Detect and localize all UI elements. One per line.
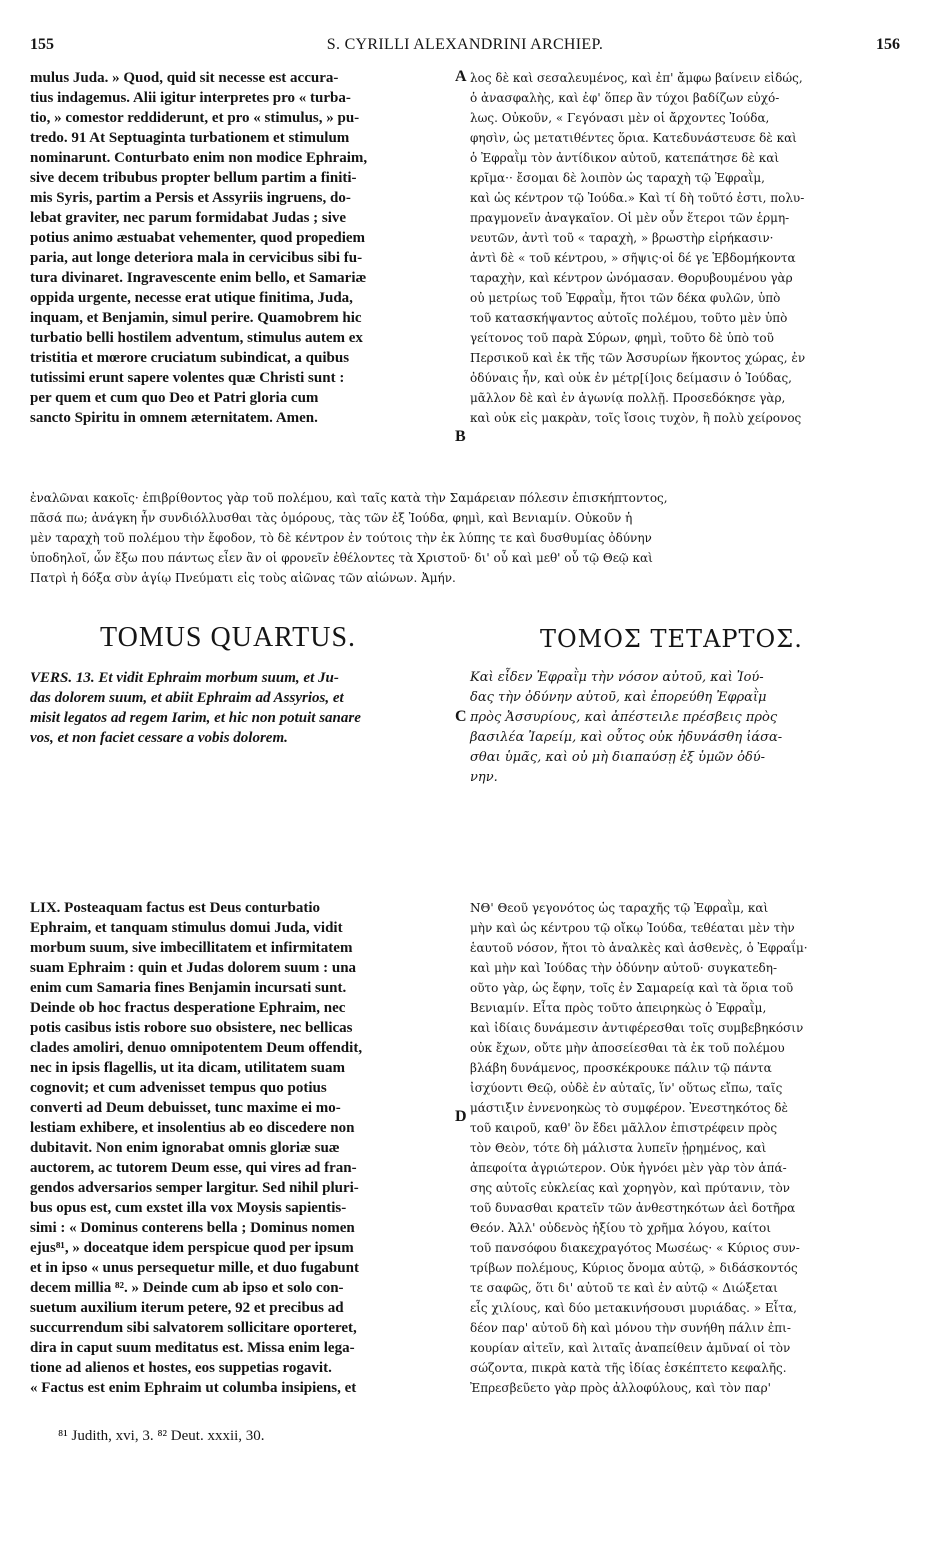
margin-letter-b: B [455,428,466,445]
greek-line: σης αὐτοῖς εὐκλείας καὶ χορηγὸν, καὶ πρύτανιν, τὸν [470,1181,790,1195]
greek-column-body [470,898,900,1398]
latin-line: potius animo æstuabat vehementer, quod propediem [30,230,366,246]
latin-line: morbum suum, sive imbecillitatem et infirmitatem [30,940,353,956]
latin-line: et in ipso « unus persequetur mille, et duo fugabunt [30,1260,359,1276]
latin-line: mis Syris, partim a Persis et Assyriis ingruens, do- [30,190,351,206]
margin-letter-a: A [455,68,467,85]
greek-line: γείτονος τοῦ παρὰ Σύρων, φημὶ, τοῦτο δὲ ὑπὸ τοῦ [470,331,774,345]
greek-line: ΝΘ' Θεοῦ γεγονότος ὡς ταραχῆς τῷ Ἐφραῒμ, καὶ [470,901,769,915]
greek-line: σώζοντα, πικρὰ κατὰ τῆς ἰδίας ἐσκέπτετο κεφαλῆς. [470,1361,787,1375]
greek-wide-line: πᾶσά πω; ἀνάγκη ἦν συνδιόλλυσθαι τὰς ὁμόρους, τὰς τῶν ἐξ Ἰούδα, φημὶ, καὶ Βενιαμίν. Οὐκοῦν ἡ [30,511,633,525]
running-title: S. CYRILLI ALEXANDRINI ARCHIEP. [326,36,604,53]
latin-line: decem millia ⁸². » Deinde cum ab ipso et solo con- [30,1280,344,1296]
latin-line: converti ad Deum debuisset, tunc maxime ei mo- [30,1100,341,1116]
greek-line: ὁ ἀνασφαλὴς, καὶ ἐφ' ὅπερ ἂν τύχοι βαδίζων εὐχό- [470,91,780,105]
latin-line: tutissimi erunt sapere volentes quæ Christi sunt : [30,370,345,386]
footnote: ⁸¹ Judith, xvi, 3. ⁸² Deut. xxxii, 30. [58,1428,265,1444]
latin-line: Deinde ob hoc fractus desperatione Ephraim, nec [30,1000,346,1016]
greek-line: ὁ Ἐφραῒμ τὸν ἀντίδικον αὐτοῦ, κατεπάτησε δὲ καὶ [470,151,780,165]
greek-line: λος δὲ καὶ σεσαλευμένος, καὶ ἐπ' ἄμφω βαίνειν εἰδώς, [470,71,803,85]
greek-line: μᾶλλον δὲ καὶ ἐν ἀγωνίᾳ πολλῇ. Προσεδόκησε γὰρ, [470,391,786,405]
latin-column-body [30,898,450,1398]
greek-wide-line: Πατρὶ ἡ δόξα σὺν ἁγίῳ Πνεύματι εἰς τοὺς αἰῶνας τῶν αἰώνων. Ἀμήν. [30,571,456,585]
latin-verse-line: vos, et non faciet cessare a vobis dolorem. [30,730,288,746]
latin-line: oppida urgente, necesse erat utique finitima, Juda, [30,290,353,306]
latin-line: sive decem tribubus propter bellum partim a finiti- [30,170,357,186]
latin-line: tura divinaret. Ingravescente enim bello, et Samariæ [30,270,367,286]
latin-line: suetum auxilium iterum petere, 92 et precibus ad [30,1300,344,1316]
greek-line: ἰσχύοντι Θεῷ, οὐδὲ ἐν αὐταῖς, ἵν' οὕτως εἴπω, ταῖς [470,1081,783,1095]
greek-line: καὶ ἰδίαις δυνάμεσιν ἀντιφέρεσθαι τοῖς συμβεβηκόσιν [470,1021,804,1035]
greek-line: Περσικοῦ καὶ ἐκ τῆς τῶν Ἀσσυρίων ἥκοντος χώρας, ἐν [470,351,806,365]
greek-line: Βενιαμίν. Εἶτα πρὸς τοῦτο ἀπειρηκὼς ὁ Ἐφραῒμ, [470,1001,767,1015]
latin-line: bus opus est, cum exstet illa vox Moysis sapientis- [30,1200,347,1216]
greek-line: Ἐπρεσβεῦετο γὰρ πρὸς ἀλλοφύλους, καὶ τὸν παρ' [470,1381,771,1395]
greek-line: μὴν καὶ ὡς κέντρου τῷ οἴκῳ Ἰούδα, τεθέαται μὲν τὴν [470,921,795,935]
greek-line: φησὶν, ὡς μετατιθέντες ὅρια. Κατεδυνάστευσε δὲ καὶ [470,131,797,145]
greek-line: τε σαφῶς, ὅτι δι' αὐτοῦ τε καὶ ἐν αὐτῷ « Διώξεται [470,1281,778,1295]
latin-line: inquam, et Benjamin, simul perire. Quamobrem hic [30,310,362,326]
latin-line: enim cum Samaria fines Benjamin incursati sunt. [30,980,347,996]
latin-verse-line: misit legatos ad regem Iarim, et hic non potuit sanare [30,710,361,726]
latin-line: simi : « Dominus conterens bella ; Dominus nomen [30,1220,355,1236]
latin-line: turbatio belli hostilem adventum, stimulus autem ex [30,330,363,346]
greek-verse [470,668,900,788]
greek-wide-block [30,488,900,588]
latin-line: tione ad alienos et hostes, eos suppetias rogavit. [30,1360,332,1376]
greek-line: οῦτο γὰρ, ὡς ἔφην, τοῖς ἐν Σαμαρείᾳ καὶ τὰ ὅρια τοῦ [470,981,794,995]
greek-line: οὐκ ἔχων, οὔτε μὴν ἀποσείεσθαι τὰ ἐκ τοῦ πολέμου [470,1041,785,1055]
latin-line: suam Ephraim : quin et Judas dolorem suum : una [30,960,357,976]
latin-verse-line: VERS. 13. Et vidit Ephraim morbum suum, et Ju- [30,670,339,686]
greek-line: μάστιξιν ἐννενοηκὼς τὸ συμφέρον. Ἐνεστηκότος δὲ [470,1101,788,1115]
latin-line: clades amoliri, denuo omnipotentem Deum offendit, [30,1040,363,1056]
greek-line: ὀδύναις ἦν, καὶ οὐκ ἐν μέτρ[ί]οις δείμασιν ὁ Ἰούδας, [470,371,792,385]
greek-line: ταραχὴν, καὶ κέντρον ὠνόμασαν. Θορυβουμένου γὰρ [470,271,793,285]
latin-line: mulus Juda. » Quod, quid sit necesse est accura- [30,70,339,86]
greek-line: ἀπεφοίτα ἀγριώτερον. Οὐκ ἠγνόει μὲν γὰρ τὸν ἁπά- [470,1161,787,1175]
greek-line: κουρίαν αἰτεῖν, καὶ λιταῖς ἀναπείθειν ἀμῦναί οἱ τὸν [470,1341,791,1355]
latin-line: per quem et cum quo Deo et Patri gloria cum [30,390,319,406]
latin-line: nominarunt. Conturbato enim non modice Ephraim, [30,150,368,166]
latin-line: cognovit; et cum advenisset tempus quo potius [30,1080,327,1096]
latin-line: tredo. 91 At Septuaginta turbationem et stimulum [30,130,350,146]
greek-verse-line: δας τὴν ὀδύνην αὐτοῦ, καὶ ἐπορεύθη Ἐφραῒμ [470,690,767,705]
greek-line: καὶ οὐκ εἰς μακρὰν, τοῖς ἴσοις τυχὸν, ἢ πολὺ χείρονος [470,411,802,425]
latin-verse-line: das dolorem suum, et abiit Ephraim ad Assyrios, et [30,690,344,706]
greek-wide-line: ὑποδηλοῖ, ὧν ἔξω που πάντως εἶεν ἂν οἱ φρονεῖν ἐθέλοντες τὰ Χριστοῦ· δι' οὗ καὶ μεθ' οὗ τῷ Θεῷ καὶ [30,551,653,565]
greek-line: καὶ ὡς κέντρον τῷ Ἰούδα.» Καὶ τί δὴ τοῦτό ἐστι, πολυ- [470,191,805,205]
greek-wide-line: μὲν ταραχὴ τοῦ πολέμου τὴν ἔφοδον, τὸ δὲ κέντρον ἐν τούτοις τὴν ἐκ λύπης τε καὶ δυσθυμίας ὀδύνην [30,531,652,545]
greek-line: τοῦ καιροῦ, καθ' ὃν ἔδει μᾶλλον ἐπιστρέφειν πρὸς [470,1121,778,1135]
greek-line: τὸν Θεὸν, τότε δὴ μάλιστα λυπεῖν ᾑρημένος, καὶ [470,1141,767,1155]
latin-line: dubitavit. Non enim ignorabat omnis gloriæ suæ [30,1140,340,1156]
greek-line: πραγμονεῖν ἀναγκαῖον. Οἱ μὲν οὖν ἕτεροι τῶν ἑρμη- [470,211,790,225]
greek-line: ἀντὶ δὲ « τοῦ κέντρου, » σῆψις·οἱ δέ γε Ἑβδομήκοντα [470,251,796,265]
greek-verse-line: σθαι ὑμᾶς, καὶ οὐ μὴ διαπαύσῃ ἐξ ὑμῶν ὀδύ- [470,750,766,765]
greek-line: οὐ μετρίως τοῦ Ἐφραῒμ, ἤτοι τῶν δέκα φυλῶν, ὑπὸ [470,291,781,305]
latin-line: ejus⁸¹, » doceatque idem perspicue quod per ipsum [30,1240,354,1256]
latin-line: nec in ipsis flagellis, ut ita dicam, utilitatem suam [30,1060,345,1076]
latin-line: tius indagemus. Alii igitur interpretes pro « turba- [30,90,351,106]
section-title-latin: TOMUS QUARTUS. [100,622,357,653]
greek-line: νευτῶν, ἀντὶ τοῦ « ταραχὴ, » βρωστὴρ εἰρήκασιν· [470,231,774,245]
latin-line: paria, aut longe deteriora mala in cervicibus sibi fu- [30,250,363,266]
greek-line: καὶ μὴν καὶ Ἰούδας τὴν ὀδύνην αὐτοῦ· συγκατεδη- [470,961,778,975]
latin-line: potis casibus istis robore suo obsistere, nec bellicas [30,1020,353,1036]
greek-line: τοῦ κατασκήψαντος αὐτοῖς πολέμου, τοῦτο μὲν ὑπὸ [470,311,788,325]
greek-verse-line: πρὸς Ἀσσυρίους, καὶ ἀπέστειλε πρέσβεις πρὸς [470,710,778,725]
latin-line: auctorem, ac tutorem Deum esse, qui vires ad fran- [30,1160,357,1176]
greek-line: τοῦ δυνασθαι κρατεῖν τῶν ἀνθεστηκότων ἀεὶ δοτῆρα [470,1201,796,1215]
latin-line: dira in caput suum meditatus est. Missa enim lega- [30,1340,355,1356]
greek-line: Θεόν. Ἀλλ' οὐδενὸς ἠξίου τὸ χρῆμα λόγου, καίτοι [470,1221,771,1235]
greek-line: δέον παρ' αὐτοῦ δὴ καὶ μόνου τὴν συνήθη πάλιν ἐπι- [470,1321,791,1335]
greek-line: κρῖμα·· ἔσομαι δὲ λοιπὸν ὡς ταραχὴ τῷ Ἐφραῒμ, [470,171,765,185]
greek-verse-line: βασιλέα Ἰαρείμ, καὶ οὗτος οὐκ ἠδυνάσθη ἰάσα- [470,730,783,745]
greek-line: βλάβη δυνάμενος, προσκέκρουκε πάλιν τῷ πάντα [470,1061,772,1075]
margin-letter-c: C [455,708,467,725]
greek-column-top [470,68,900,428]
greek-line: λως. Οὐκοῦν, « Γεγόνασι μὲν οἱ ἄρχοντες Ἰούδα, [470,111,770,125]
latin-column-top [30,68,450,428]
latin-line: tio, » comestor reddiderunt, et pro « stimulus, » pu- [30,110,360,126]
page-number-right: 156 [876,36,900,53]
section-title-greek: ΤΟΜΟΣ ΤΕΤΑΡΤΟΣ. [540,625,803,653]
greek-line: ἑαυτοῦ νόσον, ἤτοι τὸ ἀναλκὲς καὶ ἀσθενὲς, ὁ Ἐφραΐμ· [470,941,808,955]
latin-line: lestiam exhibere, et insolentius ab eo discedere non [30,1120,355,1136]
greek-verse-line: νην. [470,770,498,785]
greek-wide-line: ἐναλῶναι κακοῖς· ἐπιβρίθοντος γὰρ τοῦ πολέμου, καὶ ταῖς κατὰ τὴν Σαμάρειαν πόλεσιν ἐπισκήπτοντος, [30,491,668,505]
latin-line: LIX. Posteaquam factus est Deus conturbatio [30,900,320,916]
greek-verse-line: Καὶ εἶδεν Ἐφραῒμ τὴν νόσον αὐτοῦ, καὶ Ἰού- [470,670,764,685]
page-number-left: 155 [30,36,54,53]
latin-line: sancto Spiritu in omnem æternitatem. Amen. [30,410,318,426]
greek-line: εἷς χιλίους, καὶ δύο μετακινήσουσι μυριάδας. » Εἶτα, [470,1301,797,1315]
greek-line: τοῦ πανσόφου διακεχραγότος Μωσέως· « Κύριος συν- [470,1241,800,1255]
latin-line: « Factus est enim Ephraim ut columba insipiens, et [30,1380,357,1396]
greek-line: τρίβων πολέμους, Κύριος ὄνομα αὐτῷ, » διδάσκοντός [470,1261,798,1275]
latin-line: lebat graviter, nec parum formidabat Judas ; sive [30,210,347,226]
latin-line: tristitia et mœrore cruciatum subindicat, a quibus [30,350,350,366]
latin-line: Ephraim, et tanquam stimulus domui Juda, vidit [30,920,343,936]
latin-line: succurrendum sibi salvatorem sollicitare oporteret, [30,1320,357,1336]
running-head [30,36,900,60]
margin-letter-d: D [455,1108,467,1125]
latin-verse [30,668,450,748]
latin-line: gendos adversarios semper largitur. Sed nihil pluri- [30,1180,359,1196]
